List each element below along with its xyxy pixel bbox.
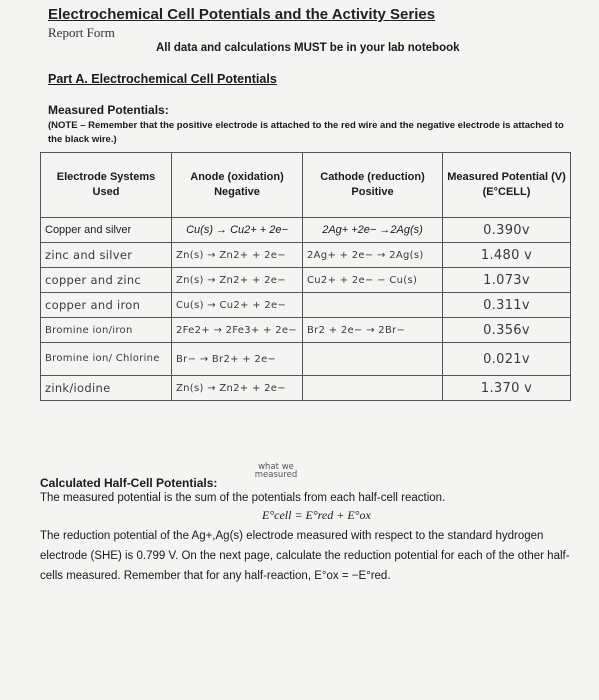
row-system: Bromine ion/iron [41, 318, 172, 343]
table-row [41, 343, 571, 376]
notebook-notice: All data and calculations MUST be in your lab notebook [156, 42, 460, 54]
row-system: zinc and silver [41, 243, 172, 268]
cell-equation: E°cell = E°red + E°ox [262, 508, 371, 522]
row-system: copper and iron [41, 293, 172, 318]
row-anode: Zn(s) → Zn2+ + 2e− [172, 268, 303, 293]
row-anode: Zn(s) → Zn2+ + 2e− [172, 376, 303, 401]
row-cathode: 2Ag+ + 2e− → 2Ag(s) [303, 243, 443, 268]
table-header-row [41, 153, 571, 218]
calculated-heading: Calculated Half-Cell Potentials: [40, 476, 218, 490]
row-measured: 0.356v [443, 318, 571, 343]
row-cathode [303, 376, 443, 401]
header-anode: Anode (oxidation) Negative [172, 153, 303, 218]
calculated-paragraph-1: The measured potential is the sum of the potentials from each half-cell reaction. [40, 492, 446, 504]
measured-potentials-heading: Measured Potentials: [48, 103, 169, 117]
handwritten-annotation: what we measured [254, 462, 298, 480]
header-electrode-systems: Electrode Systems Used [41, 153, 172, 218]
row-system: zink/iodine [41, 376, 172, 401]
part-a-heading: Part A. Electrochemical Cell Potentials [48, 72, 277, 86]
table-row [41, 318, 571, 343]
page-title: Electrochemical Cell Potentials and the Activity Series [48, 6, 436, 23]
row-system: Copper and silver [41, 218, 172, 243]
row-anode: Br− → Br2+ + 2e− [172, 343, 303, 376]
row-anode: Cu(s) → Cu2+ + 2e− [172, 293, 303, 318]
row-cathode: Br2 + 2e− → 2Br− [303, 318, 443, 343]
calculated-paragraph-2: The reduction potential of the Ag+,Ag(s) electrode measured with respect to the standard hydrogen electrode (SHE) is 0.799 V. On the next page, calculate the reduction potential for each of the other half-cells measured. Remember that for any half-reaction, E°ox = −E°red. [40, 530, 570, 582]
header-cathode: Cathode (reduction) Positive [303, 153, 443, 218]
table-row [41, 293, 571, 318]
row-measured: 0.021v [443, 343, 571, 376]
row-measured: 1.073v [443, 268, 571, 293]
row-measured: 0.311v [443, 293, 571, 318]
row-cathode: Cu2+ + 2e− − Cu(s) [303, 268, 443, 293]
row-cathode [303, 343, 443, 376]
row-measured: 0.390v [443, 218, 571, 243]
row-measured: 1.370 v [443, 376, 571, 401]
row-anode: Zn(s) → Zn2+ + 2e− [172, 243, 303, 268]
row-cathode: 2Ag+ +2e− →2Ag(s) [303, 218, 443, 243]
table-row [41, 218, 571, 243]
wire-note: (NOTE – Remember that the positive electrode is attached to the red wire and the negative electrode is attached to the black wire.) [48, 120, 564, 145]
row-cathode [303, 293, 443, 318]
page-subtitle: Report Form [48, 25, 115, 40]
table-row [41, 243, 571, 268]
row-measured: 1.480 v [443, 243, 571, 268]
row-anode: Cu(s) → Cu2+ + 2e− [172, 218, 303, 243]
header-measured-potential: Measured Potential (V) (E°CELL) [443, 153, 571, 218]
row-system: Bromine ion/ Chlorine [41, 343, 172, 376]
row-system: copper and zinc [41, 268, 172, 293]
table-row [41, 376, 571, 401]
table-row [41, 268, 571, 293]
row-anode: 2Fe2+ → 2Fe3+ + 2e− [172, 318, 303, 343]
cell-potentials-table [40, 152, 571, 401]
